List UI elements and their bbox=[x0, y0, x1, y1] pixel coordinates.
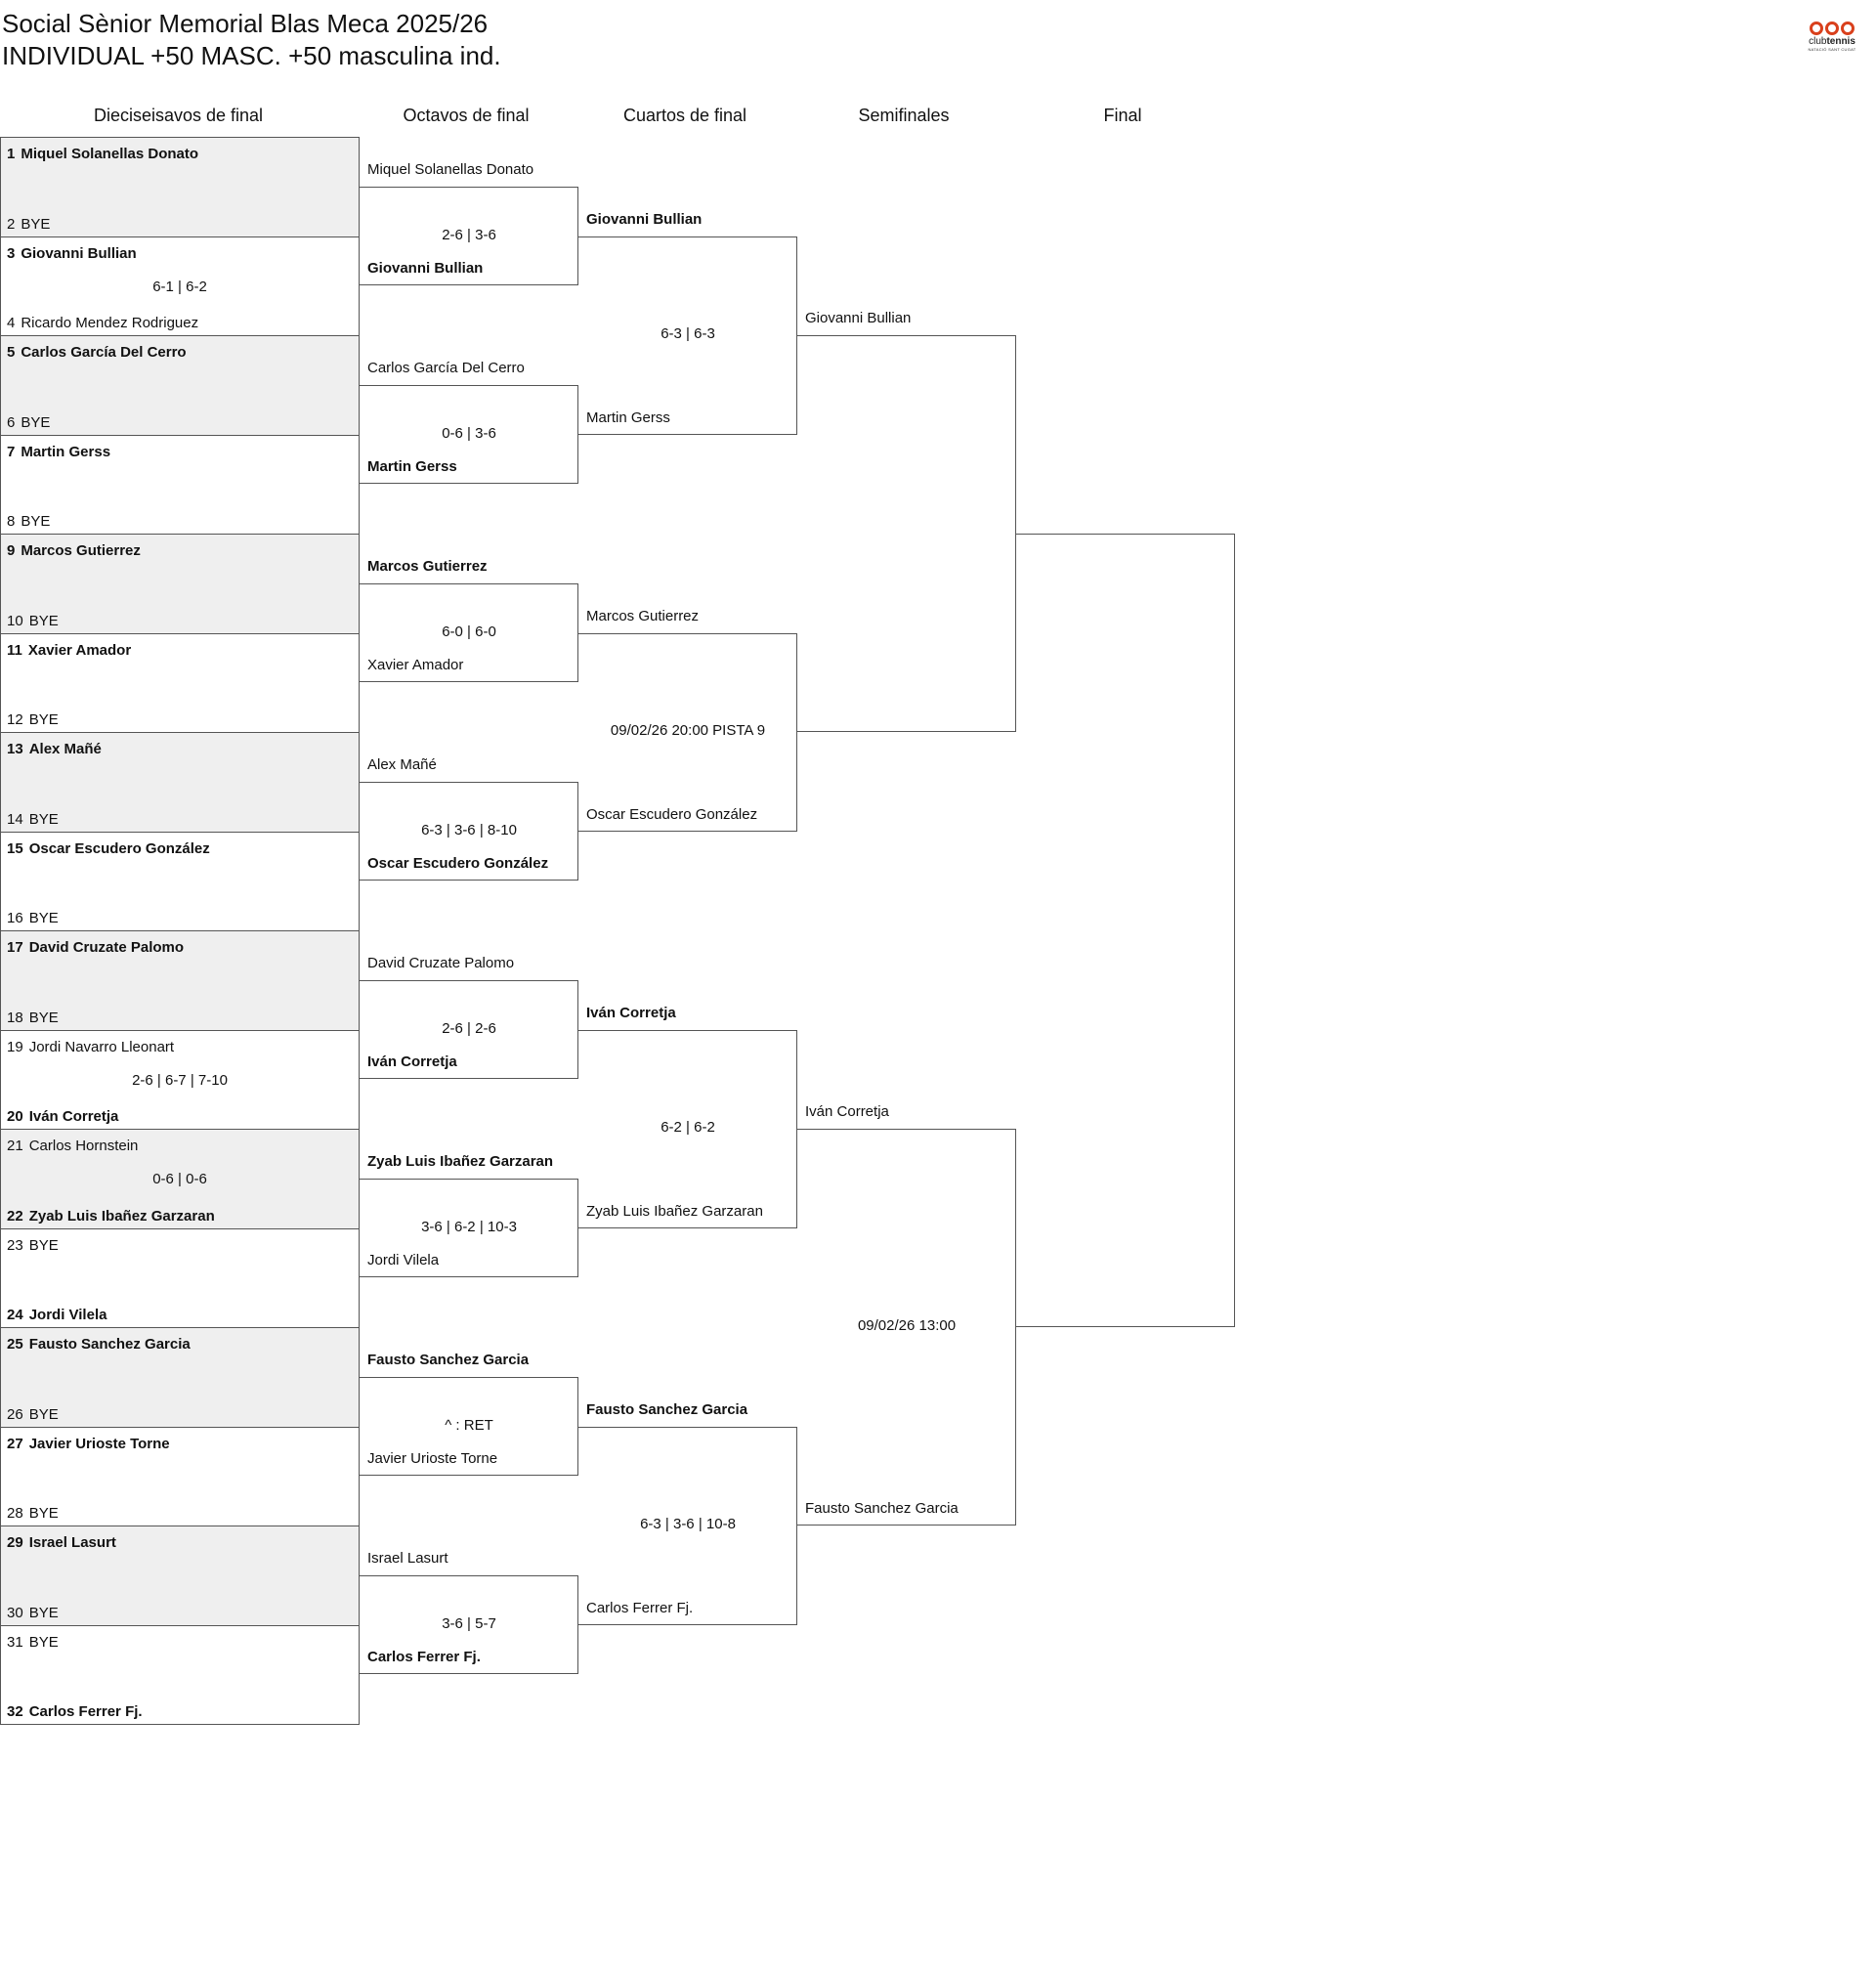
player-name: BYE bbox=[28, 1009, 59, 1026]
player-entry bbox=[7, 513, 50, 530]
club-rings-logo-icon bbox=[1801, 21, 1863, 35]
seed-number: 7 bbox=[7, 443, 16, 460]
seed-number: 10 bbox=[7, 612, 23, 629]
player-name: Miquel Solanellas Donato bbox=[21, 146, 199, 162]
player-name: Oscar Escudero González bbox=[586, 805, 758, 823]
player-name: David Cruzate Palomo bbox=[367, 954, 515, 971]
player-name: Miquel Solanellas Donato bbox=[367, 160, 534, 178]
player-entry bbox=[7, 811, 59, 828]
seed-number: 26 bbox=[7, 1405, 23, 1423]
player-name: Oscar Escudero González bbox=[367, 855, 549, 873]
player-entry bbox=[7, 344, 187, 361]
player-entry bbox=[7, 414, 50, 431]
seed-number: 27 bbox=[7, 1435, 23, 1452]
player-name: Marcos Gutierrez bbox=[586, 607, 700, 624]
player-entry bbox=[7, 939, 184, 956]
round-header-r2: Octavos de final bbox=[403, 106, 530, 125]
player-name: Alex Mañé bbox=[367, 755, 437, 773]
match-score: 3-6 | 6-2 | 10-3 bbox=[421, 1218, 517, 1235]
player-entry bbox=[7, 840, 210, 857]
player-entry bbox=[7, 444, 110, 460]
seed-number: 19 bbox=[7, 1038, 23, 1055]
seed-number: 31 bbox=[7, 1633, 23, 1651]
r1-match bbox=[0, 236, 360, 337]
player-name: Carlos García Del Cerro bbox=[21, 344, 187, 361]
match-score: 09/02/26 13:00 bbox=[857, 1317, 957, 1334]
player-entry bbox=[7, 216, 50, 233]
club-logo-wordmark: clubtennis bbox=[1809, 36, 1855, 47]
round-header-r1: Dieciseisavos de final bbox=[93, 106, 264, 125]
match-score: ^ : RET bbox=[445, 1416, 493, 1434]
player-entry bbox=[7, 1336, 191, 1353]
category-title: INDIVIDUAL +50 MASC. +50 masculina ind. bbox=[2, 41, 501, 70]
tournament-title: Social Sènior Memorial Blas Meca 2025/26 bbox=[2, 9, 489, 38]
r1-match bbox=[0, 1129, 360, 1229]
match-score: 0-6 | 3-6 bbox=[442, 424, 496, 442]
player-entry bbox=[7, 1605, 59, 1621]
final-connector bbox=[1016, 534, 1235, 1327]
r1-match bbox=[0, 1526, 360, 1626]
seed-number: 18 bbox=[7, 1009, 23, 1026]
player-entry bbox=[7, 1108, 118, 1125]
player-name: BYE bbox=[21, 513, 51, 530]
player-entry bbox=[7, 1436, 170, 1452]
player-name: BYE bbox=[28, 810, 59, 828]
player-name: Javier Urioste Torne bbox=[367, 1450, 498, 1468]
player-name: Marcos Gutierrez bbox=[367, 557, 488, 575]
player-name: Oscar Escudero González bbox=[28, 839, 210, 857]
match-score: 2-6 | 6-7 | 7-10 bbox=[132, 1071, 228, 1089]
seed-number: 4 bbox=[7, 315, 16, 331]
seed-number: 20 bbox=[7, 1108, 23, 1125]
match-score: 0-6 | 0-6 bbox=[152, 1171, 207, 1187]
r1-match bbox=[0, 832, 360, 932]
player-name: Carlos García Del Cerro bbox=[367, 359, 525, 376]
seed-number: 23 bbox=[7, 1236, 23, 1254]
seed-number: 24 bbox=[7, 1307, 23, 1323]
player-entry bbox=[7, 1505, 59, 1522]
r1-match bbox=[0, 534, 360, 634]
seed-number: 14 bbox=[7, 810, 23, 828]
player-name: Martin Gerss bbox=[21, 443, 111, 460]
player-name: Zyab Luis Ibañez Garzaran bbox=[586, 1202, 763, 1220]
seed-number: 1 bbox=[7, 146, 16, 162]
player-entry bbox=[7, 910, 59, 926]
seed-number: 15 bbox=[7, 839, 23, 857]
match-score: 6-3 | 3-6 | 8-10 bbox=[421, 821, 517, 838]
player-entry bbox=[7, 245, 137, 262]
club-logo-subtitle: NATACIÓ SANT CUGAT bbox=[1808, 47, 1856, 52]
player-name: Giovanni Bullian bbox=[21, 244, 137, 262]
r1-match bbox=[0, 1327, 360, 1428]
player-name: Carlos Ferrer Fj. bbox=[367, 1649, 481, 1666]
seed-number: 17 bbox=[7, 939, 23, 956]
club-logo bbox=[1801, 21, 1863, 61]
player-name: Giovanni Bullian bbox=[586, 210, 703, 228]
seed-number: 2 bbox=[7, 215, 16, 233]
seed-number: 6 bbox=[7, 413, 16, 431]
player-name: Martin Gerss bbox=[367, 458, 457, 476]
r1-match bbox=[0, 1030, 360, 1131]
player-entry bbox=[7, 1039, 174, 1055]
r1-match bbox=[0, 1228, 360, 1329]
player-name: Fausto Sanchez Garcia bbox=[28, 1336, 191, 1353]
player-entry bbox=[7, 1138, 138, 1154]
player-name: Fausto Sanchez Garcia bbox=[586, 1400, 748, 1418]
player-name: Iván Corretja bbox=[28, 1108, 119, 1125]
seed-number: 32 bbox=[7, 1703, 23, 1720]
player-entry bbox=[7, 1307, 107, 1323]
player-name: Iván Corretja bbox=[805, 1103, 889, 1120]
player-name: BYE bbox=[28, 1236, 59, 1254]
seed-number: 9 bbox=[7, 542, 16, 559]
player-name: Xavier Amador bbox=[27, 641, 132, 659]
player-name: BYE bbox=[21, 215, 51, 233]
round-header-r3: Cuartos de final bbox=[622, 106, 747, 125]
match-score: 3-6 | 5-7 bbox=[442, 1614, 496, 1632]
player-name: Carlos Hornstein bbox=[28, 1138, 139, 1154]
player-entry bbox=[7, 1634, 59, 1651]
round-header-r4: Semifinales bbox=[858, 106, 950, 125]
player-name: Jordi Vilela bbox=[367, 1252, 440, 1269]
seed-number: 8 bbox=[7, 513, 16, 530]
round-header-final: Final bbox=[1103, 106, 1142, 125]
player-name: BYE bbox=[28, 1405, 59, 1423]
player-entry bbox=[7, 315, 198, 331]
player-name: Carlos Ferrer Fj. bbox=[28, 1703, 143, 1720]
match-score: 2-6 | 2-6 bbox=[442, 1019, 496, 1037]
seed-number: 21 bbox=[7, 1138, 23, 1154]
seed-number: 28 bbox=[7, 1505, 23, 1522]
player-name: Jordi Vilela bbox=[28, 1307, 107, 1323]
player-name: Jordi Navarro Lleonart bbox=[28, 1038, 175, 1055]
r1-match bbox=[0, 633, 360, 734]
bracket-connector bbox=[797, 335, 1016, 732]
player-entry bbox=[7, 1208, 215, 1225]
player-name: BYE bbox=[28, 1505, 59, 1522]
player-name: Marcos Gutierrez bbox=[21, 542, 141, 559]
player-name: Giovanni Bullian bbox=[805, 310, 912, 326]
player-name: Giovanni Bullian bbox=[367, 260, 484, 278]
match-score: 6-3 | 6-3 bbox=[661, 325, 715, 342]
player-name: BYE bbox=[28, 910, 59, 926]
player-name: Carlos Ferrer Fj. bbox=[586, 1599, 694, 1616]
player-entry bbox=[7, 146, 198, 162]
player-name: Xavier Amador bbox=[367, 657, 464, 674]
r1-match bbox=[0, 930, 360, 1031]
player-name: David Cruzate Palomo bbox=[28, 939, 185, 956]
player-name: BYE bbox=[21, 413, 51, 431]
player-entry bbox=[7, 1534, 116, 1551]
player-entry bbox=[7, 741, 102, 757]
match-score: 6-1 | 6-2 bbox=[152, 278, 207, 295]
match-score: 6-2 | 6-2 bbox=[661, 1119, 715, 1136]
player-name: Martin Gerss bbox=[586, 408, 670, 426]
match-score: 6-3 | 3-6 | 10-8 bbox=[640, 1516, 736, 1532]
player-name: BYE bbox=[28, 612, 59, 629]
seed-number: 25 bbox=[7, 1336, 23, 1353]
player-name: Ricardo Mendez Rodriguez bbox=[21, 315, 199, 331]
r1-match bbox=[0, 1427, 360, 1527]
player-name: Fausto Sanchez Garcia bbox=[367, 1351, 530, 1368]
r1-match bbox=[0, 435, 360, 536]
r1-match bbox=[0, 1625, 360, 1726]
player-entry bbox=[7, 1237, 59, 1254]
player-entry bbox=[7, 613, 59, 629]
player-name: Fausto Sanchez Garcia bbox=[805, 1500, 959, 1517]
player-entry bbox=[7, 1010, 59, 1026]
player-name: Zyab Luis Ibañez Garzaran bbox=[28, 1207, 215, 1225]
player-name: Israel Lasurt bbox=[28, 1534, 116, 1551]
seed-number: 22 bbox=[7, 1207, 23, 1225]
seed-number: 29 bbox=[7, 1534, 23, 1551]
r1-match bbox=[0, 732, 360, 833]
player-name: BYE bbox=[28, 1633, 59, 1651]
player-entry bbox=[7, 711, 59, 728]
player-name: Israel Lasurt bbox=[367, 1549, 448, 1567]
seed-number: 30 bbox=[7, 1604, 23, 1621]
player-entry bbox=[7, 542, 141, 559]
player-name: Alex Mañé bbox=[28, 741, 102, 757]
player-entry bbox=[7, 1406, 59, 1423]
seed-number: 11 bbox=[7, 641, 22, 659]
seed-number: 5 bbox=[7, 344, 16, 361]
r1-match bbox=[0, 137, 360, 237]
player-name: Iván Corretja bbox=[586, 1004, 676, 1021]
match-score: 09/02/26 20:00 PISTA 9 bbox=[610, 722, 766, 739]
r1-match bbox=[0, 335, 360, 436]
match-score: 2-6 | 3-6 bbox=[442, 226, 496, 243]
match-score: 6-0 | 6-0 bbox=[442, 623, 496, 640]
player-entry bbox=[7, 642, 131, 659]
player-entry bbox=[7, 1703, 143, 1720]
seed-number: 12 bbox=[7, 711, 23, 728]
seed-number: 3 bbox=[7, 244, 16, 262]
seed-number: 16 bbox=[7, 910, 23, 926]
player-name: BYE bbox=[28, 1604, 59, 1621]
seed-number: 13 bbox=[7, 741, 23, 757]
player-name: BYE bbox=[28, 711, 59, 728]
player-name: Iván Corretja bbox=[367, 1053, 457, 1071]
player-name: Zyab Luis Ibañez Garzaran bbox=[367, 1152, 554, 1170]
player-name: Javier Urioste Torne bbox=[28, 1435, 170, 1452]
